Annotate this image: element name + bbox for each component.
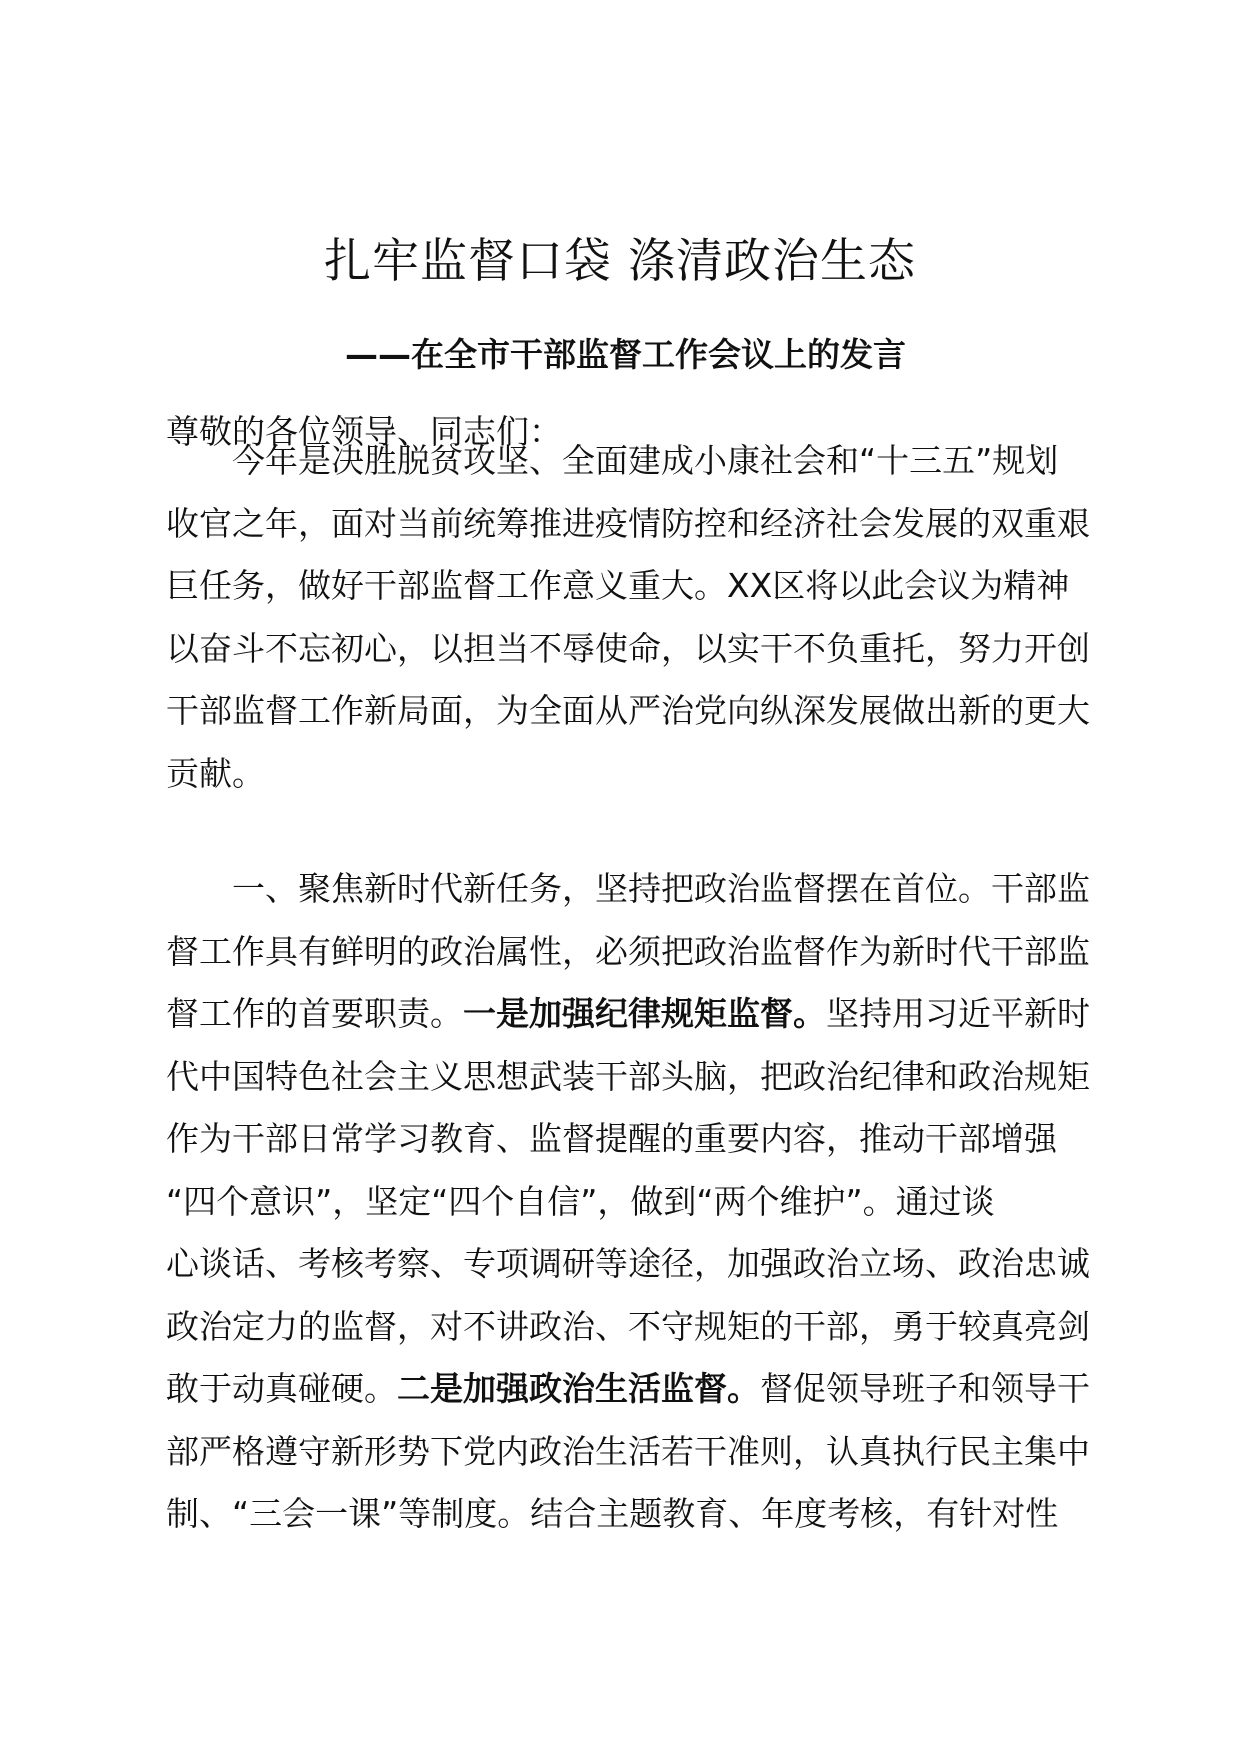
text-line: 作为干部日常学习教育、监督提醒的重要内容，推动干部增强: [166, 1119, 1057, 1158]
text-line: 督工作具有鲜明的政治属性，必须把政治监督作为新时代干部监: [166, 931, 1090, 971]
text-line: 部严格遵守新形势下党内政治生活若干准则，认真执行民主集中: [166, 1431, 1090, 1471]
intro-paragraph: [166, 430, 1106, 805]
text-line: 收官之年，面对当前统筹推进疫情防控和经济社会发展的双重艰: [166, 503, 1090, 543]
text-segment: 坚持用习近平新时: [826, 994, 1090, 1033]
text-line: 贡献。: [166, 753, 265, 793]
text-line: 政治定力的监督，对不讲政治、不守规矩的干部，勇于较真亮剑: [166, 1306, 1090, 1346]
document-title: 扎牢监督口袋 涤清政治生态: [324, 234, 916, 289]
text-line: 心谈话、考核考察、专项调研等途径，加强政治立场、政治忠诚: [166, 1244, 1090, 1283]
section-one-paragraph: [166, 858, 1106, 1546]
text-line: 干部监督工作新局面，为全面从严治党向纵深发展做出新的更大: [166, 691, 1090, 730]
text-line: [166, 1358, 1106, 1421]
text-line: 一、聚焦新时代新任务，坚持把政治监督摆在首位。干部监: [166, 869, 1090, 908]
text-line: [166, 983, 1106, 1046]
text-line: “四个意识”，坚定“四个自信”，做到“两个维护”。通过谈: [166, 1181, 995, 1221]
document-subtitle: ——在全市干部监督工作会议上的发言: [345, 335, 906, 374]
text-line: 制、“三会一课”等制度。结合主题教育、年度考核，有针对性: [166, 1494, 1059, 1533]
text-segment: 督工作的首要职责。: [166, 994, 463, 1033]
text-line: 巨任务，做好干部监督工作意义重大。XX区将以此会议为精神: [166, 566, 1070, 605]
bold-heading-political-life: 二是加强政治生活监督。: [397, 1369, 760, 1408]
text-line: 今年是决胜脱贫攻坚、全面建成小康社会和“十三五”规划: [166, 441, 1059, 480]
text-segment: 敢于动真碰硬。: [166, 1369, 397, 1408]
greeting-line: 尊敬的各位领导、同志们：: [166, 412, 562, 451]
bold-heading-discipline: 一是加强纪律规矩监督。: [463, 994, 826, 1033]
text-line: 代中国特色社会主义思想武装干部头脑，把政治纪律和政治规矩: [166, 1056, 1090, 1096]
text-line: 以奋斗不忘初心，以担当不辱使命，以实干不负重托，努力开创: [166, 628, 1090, 668]
text-segment: 督促领导班子和领导干: [760, 1369, 1090, 1408]
